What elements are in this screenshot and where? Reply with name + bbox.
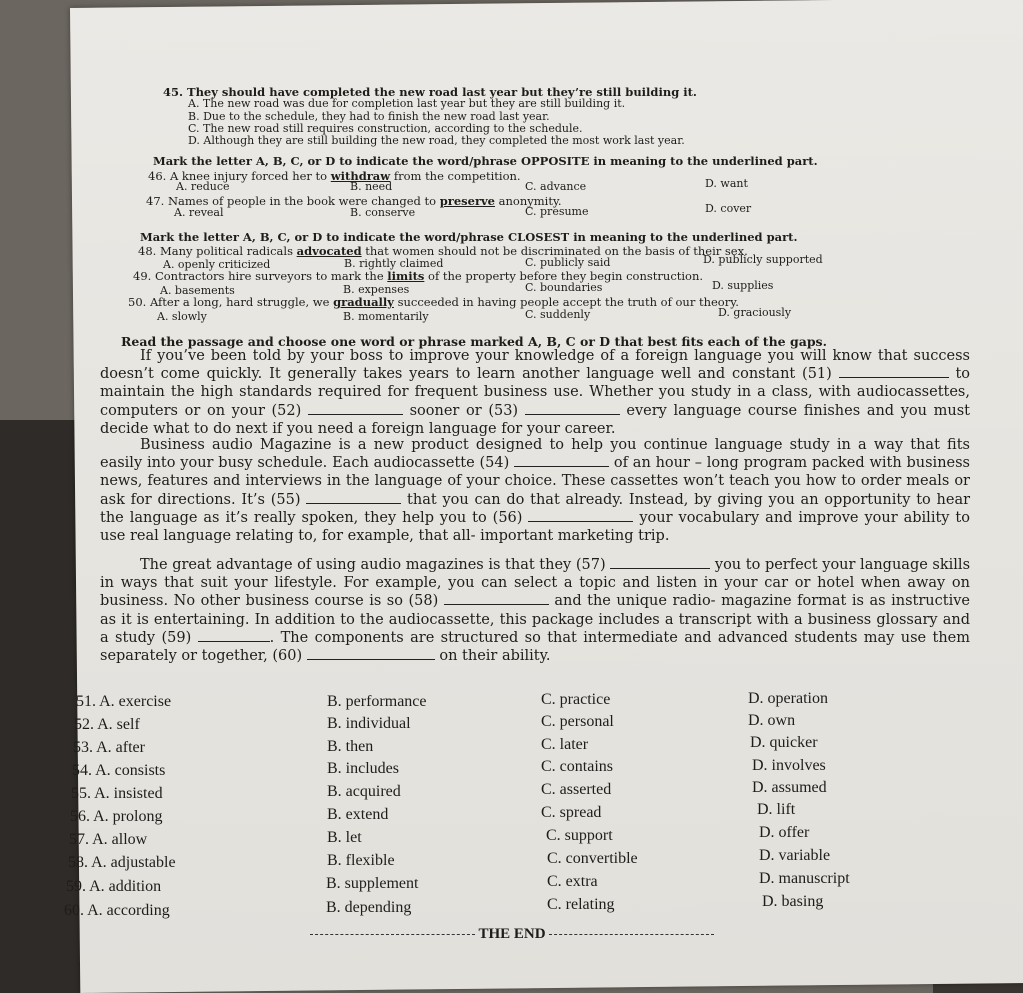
q49-option-d: D. supplies <box>712 279 774 292</box>
q56-option-b: B. extend <box>327 806 389 823</box>
gap-59 <box>198 641 270 642</box>
q50-post: succeeded in having people accept the truth of our theory. <box>393 295 739 309</box>
q60-option-d: D. basing <box>762 893 824 910</box>
q49-post: of the property before they begin construction. <box>424 269 704 283</box>
q58-option-c: C. convertible <box>547 850 638 867</box>
gap-58 <box>444 604 549 605</box>
q54-option-c: C. contains <box>541 758 613 775</box>
q48-option-c: C. publicly said <box>525 256 611 269</box>
q47-pre: 47. Names of people in the book were changed to <box>146 194 440 208</box>
q49-option-a: A. basements <box>160 284 235 297</box>
q58-option-b: B. flexible <box>327 852 395 869</box>
q56-option-c: C. spread <box>541 804 602 821</box>
footer-dash-left <box>310 934 475 935</box>
q60-option-a: 60. A. according <box>64 902 170 919</box>
q45-option-c: C. The new road still requires construction, according to the schedule. <box>188 122 583 135</box>
q48-underlined: advocated <box>296 244 362 258</box>
q49-pre: 49. Contractors hire surveyors to mark the <box>133 269 388 283</box>
q46-option-c: C. advance <box>525 180 587 193</box>
passage-text: to maintain the high standards required for frequent business use. Whether you study in a class, with audiocassettes, computers or on your (52) <box>100 366 971 419</box>
q57-option-d: D. offer <box>759 824 810 841</box>
q45-stem: 45. They should have completed the new road last year but they’re still building it. <box>163 85 697 99</box>
gap-60 <box>307 659 435 660</box>
passage-paragraph-1 <box>100 347 970 438</box>
passage-text: and the unique radio- magazine format is as instructive as it is entertaining. In addition to the audiocassette, this package includes a transcript with a business glossary and a study (59) <box>100 593 970 646</box>
q55-option-d: D. assumed <box>752 779 827 796</box>
q55-option-b: B. acquired <box>327 783 401 800</box>
q47-underlined: preserve <box>439 194 495 208</box>
q60-option-c: C. relating <box>547 896 615 913</box>
q54-option-a: 54. A. consists <box>72 762 166 779</box>
q48-post: that women should not be discriminated on the basis of their sex. <box>361 244 748 258</box>
q47-option-d: D. cover <box>705 202 752 215</box>
passage-text: you to perfect your language skills in ways that suit your lifestyle. For example, you can select a topic and listen in your car or hotel when away on business. No other business course is so (58) <box>100 557 971 610</box>
q47-option-a: A. reveal <box>174 206 224 219</box>
footer-dash-right <box>549 934 714 935</box>
closest-heading: Mark the letter A, B, C, or D to indicate the word/phrase CLOSEST in meaning to the underlined part. <box>140 230 798 244</box>
q47-post: anonymity. <box>495 194 562 208</box>
q56-option-d: D. lift <box>757 801 796 818</box>
passage-text: If you’ve been told by your boss to improve your knowledge of a foreign language you will know that success doesn’t come quickly. It generally takes years to learn another language well and constant (51) <box>100 348 970 383</box>
q54-option-d: D. involves <box>752 757 826 774</box>
passage-text: that you can do that already. Instead, by giving you an opportunity to hear the language as it’s really spoken, they help you to (56) <box>100 491 971 526</box>
passage-text: of an hour – long program packed with business news, features and interviews in the language of your choice. These cassettes won’t teach you how to order meals or ask for directions. It’s (55) <box>100 455 970 508</box>
passage-text: The great advantage of using audio magazines is that they (57) <box>140 557 606 573</box>
q60-option-b: B. depending <box>326 899 412 916</box>
gap-54 <box>514 466 609 467</box>
q50-option-c: C. suddenly <box>525 308 591 321</box>
q46-post: from the competition. <box>390 169 521 183</box>
footer-text: THE END <box>478 926 546 942</box>
gap-52 <box>308 414 403 415</box>
q50-option-a: A. slowly <box>157 310 207 323</box>
q48-option-b: B. rightly claimed <box>344 257 444 270</box>
q57-option-c: C. support <box>546 827 613 844</box>
q51-option-d: D. operation <box>748 690 828 707</box>
passage-text: on their ability. <box>434 648 551 665</box>
q51-option-b: B. performance <box>327 693 427 710</box>
q49-underlined: limits <box>387 269 425 283</box>
q52-option-b: B. individual <box>327 715 411 732</box>
q49-stem <box>133 270 703 282</box>
q48-option-d: D. publicly supported <box>703 253 823 266</box>
q53-option-d: D. quicker <box>750 734 818 751</box>
q55-option-a: 55. A. insisted <box>71 785 163 802</box>
q58-option-d: D. variable <box>759 847 831 864</box>
q58-option-a: 58. A. adjustable <box>68 854 176 871</box>
gap-56 <box>528 521 633 522</box>
q50-option-b: B. momentarily <box>343 310 429 323</box>
q45-option-b: B. Due to the schedule, they had to finish the new road last year. <box>188 110 550 123</box>
gap-53 <box>525 414 620 415</box>
gap-51 <box>839 377 949 378</box>
q50-stem <box>128 296 739 308</box>
q59-option-d: D. manuscript <box>759 870 850 887</box>
q52-option-c: C. personal <box>541 713 614 730</box>
gap-55 <box>306 503 401 504</box>
passage-paragraph-2 <box>100 436 970 545</box>
q56-option-a: 56. A. prolong <box>70 808 163 825</box>
passage-text: sooner or (53) <box>402 402 519 419</box>
gap-57 <box>610 568 710 569</box>
q50-option-d: D. graciously <box>718 306 792 319</box>
q46-option-b: B. need <box>350 180 393 193</box>
q46-pre: 46. A knee injury forced her to <box>148 169 331 183</box>
q51-option-a: 51. A. exercise <box>76 693 172 710</box>
q53-option-a: 53. A. after <box>73 739 145 756</box>
q45-option-a: A. The new road was due for completion last year but they are still building it. <box>188 97 626 110</box>
q50-underlined: gradually <box>333 295 394 309</box>
q59-option-c: C. extra <box>547 873 598 890</box>
q47-option-b: B. conserve <box>350 206 416 219</box>
q47-option-c: C. presume <box>525 205 589 218</box>
q49-option-c: C. boundaries <box>525 281 603 294</box>
q48-stem <box>138 245 748 257</box>
passage-text: your vocabulary and improve your ability to use real language relating to, for example, that all- important marketing trip. <box>100 509 970 545</box>
q49-option-b: B. expenses <box>343 283 410 296</box>
q59-option-b: B. supplement <box>326 875 419 892</box>
end-footer <box>310 926 714 943</box>
q53-option-b: B. then <box>327 738 374 755</box>
q50-pre: 50. After a long, hard struggle, we <box>128 295 334 309</box>
q46-option-d: D. want <box>705 177 748 190</box>
q53-option-c: C. later <box>541 736 589 753</box>
q55-option-c: C. asserted <box>541 781 612 798</box>
q48-pre: 48. Many political radicals <box>138 244 297 258</box>
q57-option-a: 57. A. allow <box>69 831 148 848</box>
q52-option-d: D. own <box>748 712 796 729</box>
q51-option-c: C. practice <box>541 691 611 708</box>
q52-option-a: 52. A. self <box>74 716 140 733</box>
q57-option-b: B. let <box>327 829 362 846</box>
q46-underlined: withdraw <box>330 169 391 183</box>
q45-option-d: D. Although they are still building the new road, they completed the most work last year. <box>188 134 685 147</box>
opposite-heading: Mark the letter A, B, C, or D to indicate the word/phrase OPPOSITE in meaning to the underlined part. <box>153 154 818 168</box>
passage-text: Business audio Magazine is a new product designed to help you continue language study in a way that fits easily into your busy schedule. Each audiocassette (54) <box>100 437 970 472</box>
passage-text: every language course finishes and you must decide what to do next if you need a foreign language for your career. <box>100 402 971 437</box>
q46-option-a: A. reduce <box>176 180 230 193</box>
q59-option-a: 59. A. addition <box>66 878 162 895</box>
passage-paragraph-3 <box>100 556 970 665</box>
passage-heading: Read the passage and choose one word or phrase marked A, B, C or D that best fits each of the gaps. <box>121 334 827 349</box>
q48-option-a: A. openly criticized <box>163 258 271 271</box>
q54-option-b: B. includes <box>327 760 399 777</box>
passage-text: . The components are structured so that intermediate and advanced students may use them separately or together, (60) <box>100 629 970 665</box>
